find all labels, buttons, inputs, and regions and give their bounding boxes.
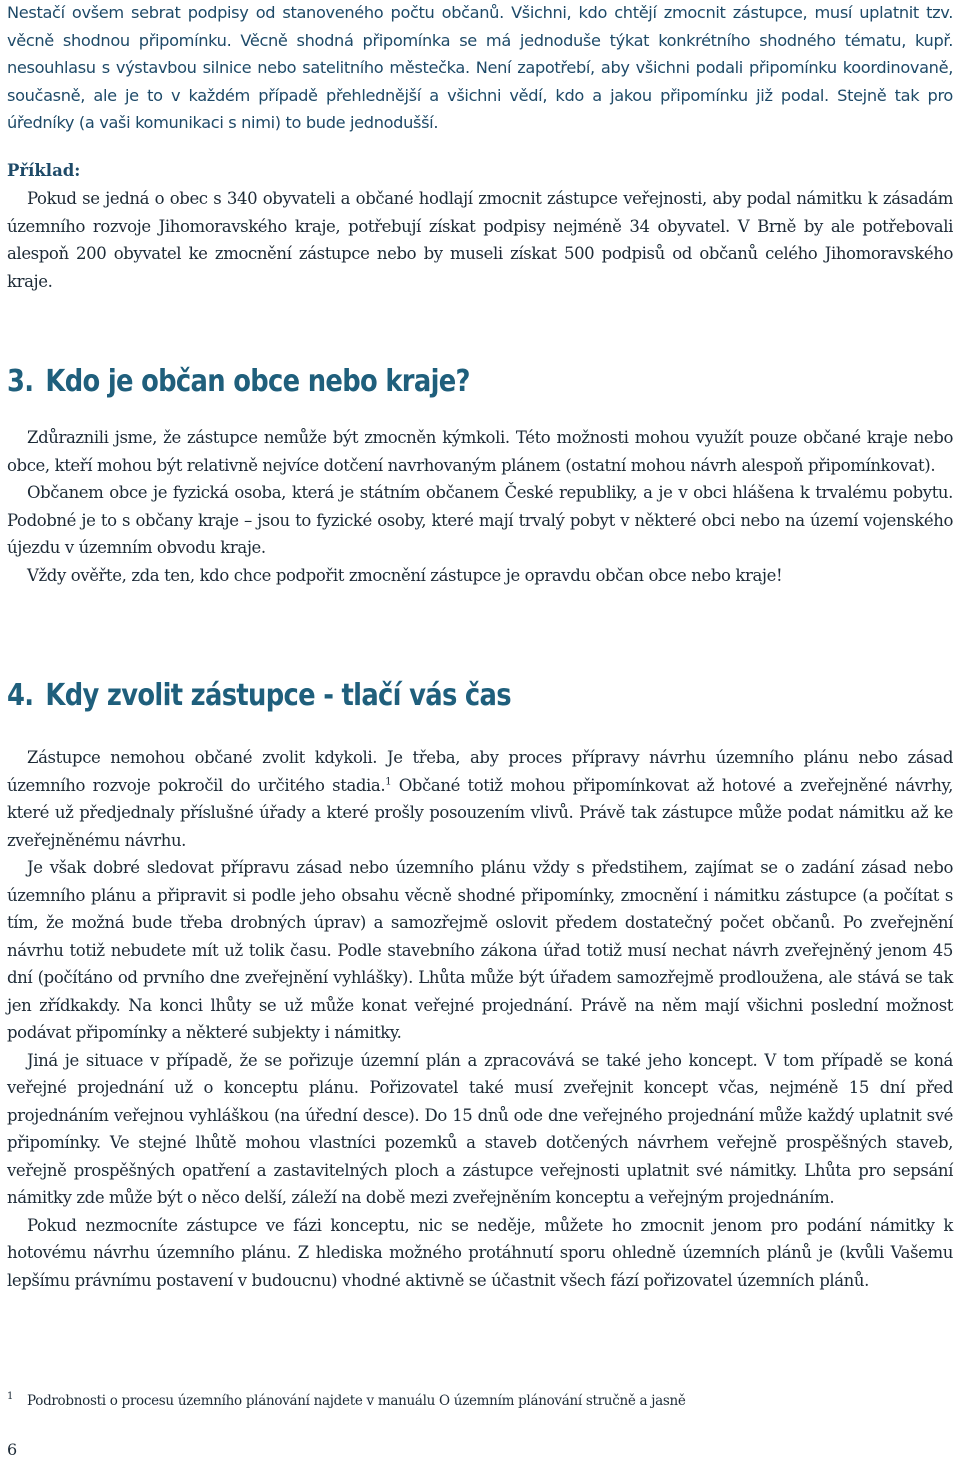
example-paragraph: Pokud se jedná o obec s 340 obyvateli a občané hodlají zmocnit zástupce veřejnosti, aby podal námitku k zásadám územního rozvoje Jihomoravského kraje, potřebují získat podpisy nejméně 34 obyvatel. V Brně by ale potřebovali alespoň 200 obyvatel ke zmocnění zástupce nebo by museli získat 500 podpisů od občanů celého Jihomoravského kraje. (7, 189, 953, 291)
footnote (7, 1391, 686, 1411)
section-4-number: 4. (7, 678, 34, 713)
footnote-text: Podrobnosti o procesu územního plánování najdete v manuálu O územním plánování stručně a jasně (27, 1393, 686, 1409)
section-4-paragraph: Jiná je situace v případě, že se pořizuje územní plán a zpracovává se také jeho koncept. V tom případě se koná veřejné projednání už o konceptu plánu. Pořizovatel také musí zveřejnit koncept včas, nejméně 15 dní před projednáním veřejnou vyhláškou (na úřední desce). Do 15 dnů ode dne veřejného projednání může každý uplatnit své připomínky. Ve stejné lhůtě mohou vlastníci pozemků a staveb dotčených návrhem veřejně prospěšných staveb, veřejně prospěšných opatření a zastavitelných ploch a zástupce veřejnosti uplatnit své námitky. Lhůta pro sepsání námitky zde může být o něco delší, záleží na době mezi zveřejněním konceptu a veřejným projednáním. (7, 1050, 953, 1207)
section-3-paragraph: Občanem obce je fyzická osoba, která je státním občanem České republiky, a je v obci hlášena k trvalému pobytu. Podobné je to s občany kraje – jsou to fyzické osoby, které mají trvalý pobyt v některé obci nebo na území vojenského újezdu v územním obvodu kraje. (7, 483, 953, 557)
page-number: 6 (7, 1440, 18, 1459)
section-3-number: 3. (7, 364, 34, 399)
section-4-p1-end: Občané totiž mohou připomínkovat až hotové a zveřejněné návrhy, které už předjednaly příslušné úřady a které prošly posouzením vlivů. Právě tak zástupce může podat námitku až ke zveřejněnému návrhu. (7, 775, 953, 850)
section-4-title: Kdy zvolit zástupce - tlačí vás čas (45, 678, 511, 713)
section-3-paragraph: Vždy ověřte, zda ten, kdo chce podpořit zmocnění zástupce je opravdu občan obce nebo kraje! (27, 565, 783, 585)
section-3-heading (7, 362, 470, 402)
section-4-p1-start: Zástupce nemohou občané zvolit kdykoli. Je třeba, aby proces přípravy návrhu územního plánu nebo zásad územního rozvoje pokročil do určitého stadia. (7, 748, 953, 795)
section-4-paragraph: Je však dobré sledovat přípravu zásad nebo územního plánu vždy s předstihem, zajímat se o zadání zásad nebo územního plánu a připravit si podle jeho obsahu věcně shodné připomínky, zmocnění i námitku zástupce (a počítat s tím, že možná bude třeba drobných úprav) a samozřejmě oslovit předem dostatečný počet občanů. Po zveřejnění návrhu totiž nebudete mít už tolik času. Podle stavebního zákona úřad totiž musí nechat návrh zveřejněný jenom 45 dní (počítáno od prvního dne zveřejnění vyhlášky). Lhůta může být úřadem samozřejmě prodloužena, ale stává se tak jen zřídkakdy. Na konci lhůty se už může konat veřejné projednání. Právě na něm mají všichni poslední možnost podávat připomínky a některé subjekty i námitky. (7, 858, 953, 1042)
intro-paragraph: Nestačí ovšem sebrat podpisy od stanoveného počtu občanů. Všichni, kdo chtějí zmocnit zástupce, musí uplatnit tzv. věcně shodnou připomínku. Věcně shodná připomínka se má jednoduše týkat konkrétního shodného tématu, kupř. nesouhlasu s výstavbou silnice nebo satelitního městečka. Není zapotřebí, aby všichni podali připomínku koordinovaně, současně, ale je to v každém případě přehlednější a všichni vědí, kdo a jakou připomínku již podal. Stejně tak pro úředníky (a vaši komunikaci s nimi) to bude jednodušší. (7, 3, 953, 132)
section-4-paragraph (7, 744, 953, 854)
section-4-body (7, 744, 953, 1294)
example-label: Příklad: (7, 161, 81, 180)
section-3-body (7, 424, 953, 589)
footnote-mark: 1 (7, 1391, 14, 1402)
section-4-heading (7, 676, 511, 716)
section-3-paragraph: Zdůraznili jsme, že zástupce nemůže být zmocněn kýmkoli. Této možnosti mohou využít pouze občané kraje nebo obce, kteří mohou být relativně nejvíce dotčení navrhovaným plánem (ostatní mohou návrh alespoň připomínkovat). (7, 428, 953, 475)
section-4-paragraph: Pokud nezmocníte zástupce ve fázi konceptu, nic se neděje, můžete ho zmocnit jenom pro podání námitky k hotovému návrhu územního plánu. Z hlediska možného protáhnutí sporu ohledně územních plánů je (kvůli Vašemu lepšímu právnímu postavení v budoucnu) vhodné aktivně se účastnit všech fází pořizovatel územních plánů. (7, 1215, 953, 1290)
footnote-ref: 1 (385, 776, 392, 787)
section-3-title: Kdo je občan obce nebo kraje? (45, 364, 470, 399)
